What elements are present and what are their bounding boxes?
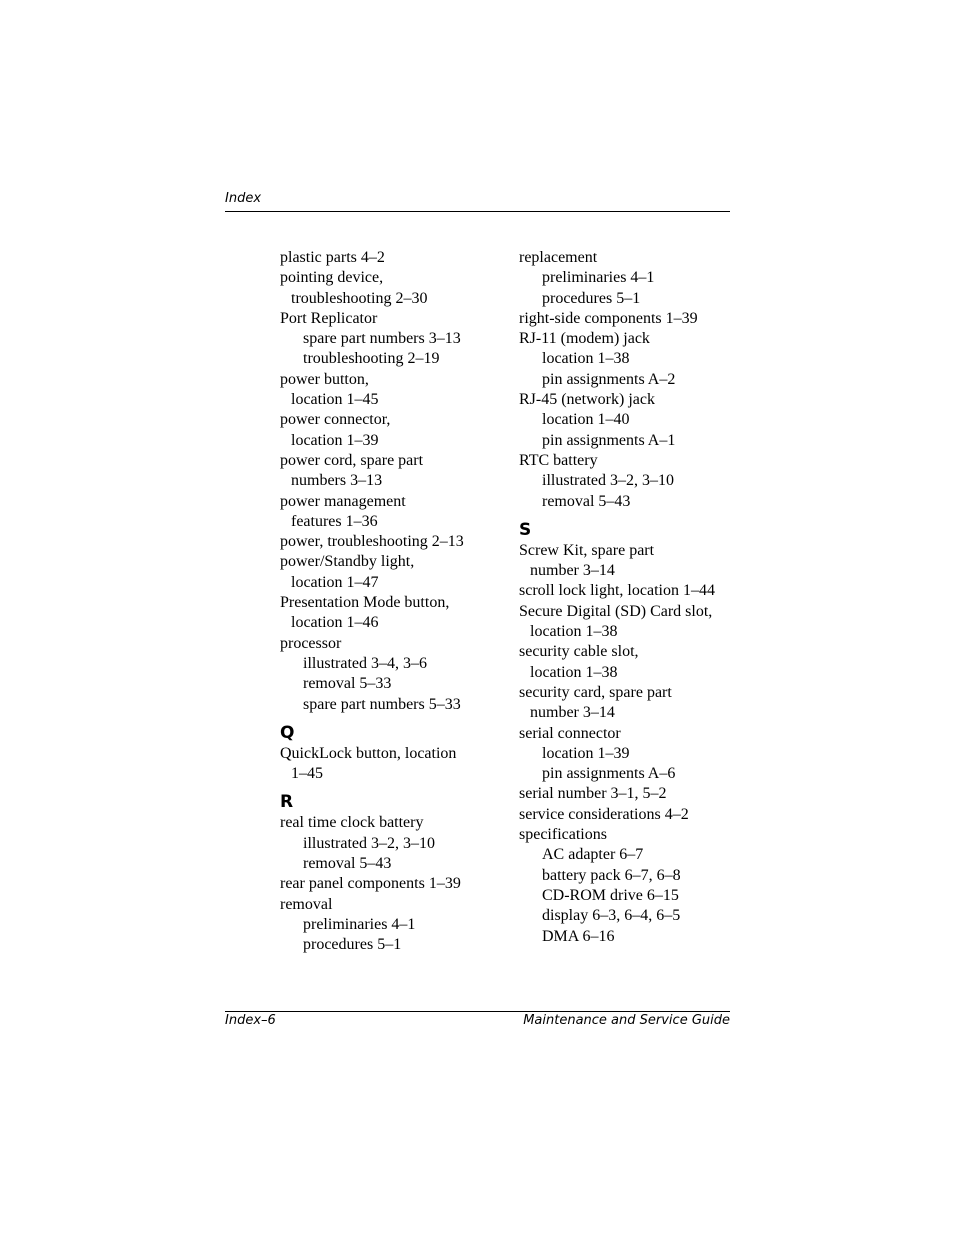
index-subentry: location 1–38: [530, 663, 618, 681]
index-entry: replacement: [519, 249, 598, 266]
index-subentry: location 1–40: [542, 411, 630, 429]
index-subentry: illustrated 3–2, 3–10: [542, 472, 674, 490]
index-subentry: pin assignments A–1: [542, 431, 676, 449]
index-column-left: [280, 248, 505, 956]
index-letter-heading: Q: [280, 722, 295, 743]
index-subentry: illustrated 3–4, 3–6: [303, 654, 427, 672]
index-subentry: AC adapter 6–7: [542, 846, 644, 864]
index-entry: scroll lock light, location 1–44: [519, 582, 715, 600]
index-subentry: number 3–14: [530, 704, 615, 722]
index-subentry: number 3–14: [530, 562, 615, 580]
index-entry: pointing device,: [280, 269, 384, 287]
index-subentry: removal 5–43: [303, 855, 392, 873]
header-rule: [225, 211, 730, 212]
index-subentry: location 1–39: [291, 431, 379, 449]
index-subentry: preliminaries 4–1: [542, 269, 655, 287]
index-subentry: 1–45: [291, 765, 323, 783]
index-subentry: spare part numbers 3–13: [303, 330, 461, 348]
index-entry: service considerations 4–2: [519, 805, 689, 823]
index-subentry: CD-ROM drive 6–15: [542, 886, 679, 904]
index-entry: removal: [280, 895, 333, 913]
index-entry: real time clock battery: [280, 814, 424, 832]
index-subentry: numbers 3–13: [291, 472, 383, 490]
index-subentry: illustrated 3–2, 3–10: [303, 834, 435, 852]
index-subentry: procedures 5–1: [303, 936, 402, 954]
footer-rule: [225, 1011, 730, 1012]
index-subentry: battery pack 6–7, 6–8: [542, 866, 681, 884]
index-entry: power/Standby light,: [280, 553, 415, 571]
index-entry: rear panel components 1–39: [280, 875, 461, 893]
index-subentry: spare part numbers 5–33: [303, 695, 461, 713]
index-entry: QuickLock button, location: [280, 744, 457, 762]
index-entry: processor: [280, 634, 342, 652]
index-subentry: location 1–38: [530, 623, 618, 641]
index-subentry: features 1–36: [291, 512, 378, 530]
index-subentry: troubleshooting 2–30: [291, 289, 428, 307]
index-entry: right-side components 1–39: [519, 309, 698, 327]
index-entry: specifications: [519, 826, 607, 844]
page-number: Index–6: [225, 1013, 276, 1028]
index-subentry: procedures 5–1: [542, 289, 641, 307]
index-entry: Secure Digital (SD) Card slot,: [519, 602, 713, 620]
index-subentry: display 6–3, 6–4, 6–5: [542, 907, 681, 925]
index-letter-heading: S: [519, 519, 532, 540]
index-subentry: pin assignments A–6: [542, 765, 676, 783]
index-subentry: removal 5–43: [542, 492, 631, 510]
index-entry: power button,: [280, 370, 369, 388]
document-title: Maintenance and Service Guide: [523, 1013, 730, 1028]
index-entry: security card, spare part: [519, 683, 672, 701]
index-entry: power cord, spare part: [280, 451, 424, 469]
index-entry: Presentation Mode button,: [280, 594, 450, 612]
index-entry: Port Replicator: [280, 309, 378, 327]
index-subentry: location 1–46: [291, 614, 379, 632]
index-entry: plastic parts 4–2: [280, 249, 385, 266]
index-entry: power, troubleshooting 2–13: [280, 533, 464, 551]
index-subentry: pin assignments A–2: [542, 370, 676, 388]
index-entry: security cable slot,: [519, 643, 639, 661]
index-subentry: location 1–47: [291, 573, 379, 591]
index-entry: power management: [280, 492, 406, 510]
index-subentry: troubleshooting 2–19: [303, 350, 440, 368]
index-column-right: [519, 248, 744, 947]
index-subentry: preliminaries 4–1: [303, 915, 416, 933]
index-entry: RJ-11 (modem) jack: [519, 330, 650, 348]
index-subentry: DMA 6–16: [542, 927, 615, 945]
index-subentry: location 1–45: [291, 391, 379, 409]
running-head: Index: [225, 191, 262, 206]
index-entry: RTC battery: [519, 451, 598, 469]
index-entry: Screw Kit, spare part: [519, 541, 655, 559]
index-letter-heading: R: [280, 792, 294, 813]
index-subentry: location 1–39: [542, 744, 630, 762]
index-subentry: removal 5–33: [303, 675, 392, 693]
index-subentry: location 1–38: [542, 350, 630, 368]
index-entry: power connector,: [280, 411, 391, 429]
index-entry: serial connector: [519, 724, 621, 742]
index-entry: RJ-45 (network) jack: [519, 391, 655, 409]
index-entry: serial number 3–1, 5–2: [519, 785, 667, 803]
